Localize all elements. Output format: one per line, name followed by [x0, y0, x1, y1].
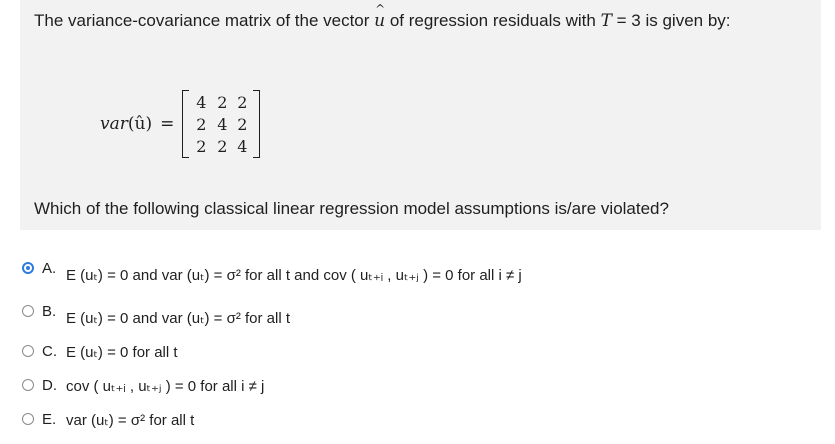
lhs-arg: (û): [127, 114, 153, 134]
option-c[interactable]: [22, 343, 178, 361]
question-middle: of regression residuals with: [389, 11, 596, 30]
matrix-cell: 4: [196, 92, 207, 112]
matrix-left-bracket: [182, 90, 189, 158]
option-letter: A.: [42, 260, 57, 277]
option-b[interactable]: [22, 303, 290, 327]
radio-button[interactable]: [22, 379, 34, 391]
matrix-cell: 2: [196, 114, 207, 134]
option-e[interactable]: [22, 411, 194, 429]
matrix-cell: 2: [237, 114, 248, 134]
symbol-T: T: [600, 11, 612, 31]
matrix-grid: [189, 92, 253, 157]
radio-button[interactable]: [22, 413, 34, 425]
question-prompt: Which of the following classical linear regression model assumptions is/are violated?: [34, 199, 669, 218]
option-a[interactable]: [22, 260, 522, 284]
matrix-lhs: [100, 114, 152, 134]
radio-button[interactable]: [22, 305, 34, 317]
lhs-var: var: [100, 114, 128, 134]
matrix-right-bracket: [253, 90, 260, 158]
question-suffix: = 3 is given by:: [611, 11, 731, 30]
question-text: [34, 11, 731, 31]
matrix-cell: 2: [217, 92, 228, 112]
variance-matrix: [100, 90, 260, 158]
option-letter: C.: [42, 343, 57, 360]
radio-button[interactable]: [22, 345, 34, 357]
option-letter: B.: [42, 303, 57, 320]
matrix-cell: 4: [217, 114, 228, 134]
matrix-cell: 2: [196, 136, 207, 156]
matrix-cell: 2: [217, 136, 228, 156]
option-d[interactable]: [22, 377, 264, 395]
option-text: cov ( uₜ₊ᵢ , uₜ₊ⱼ ) = 0 for all i ≠ j: [66, 378, 265, 395]
option-letter: E.: [42, 411, 57, 428]
matrix-cell: 4: [237, 136, 248, 156]
option-letter: D.: [42, 377, 57, 394]
matrix-equals: =: [160, 114, 175, 134]
vector-u-hat: u ^: [374, 11, 385, 31]
option-text: E (uₜ) = 0 and var (uₜ) = σ² for all t and cov ( uₜ₊ᵢ , uₜ₊ⱼ ) = 0 for all i ≠ j: [66, 267, 522, 284]
question-prefix: The variance-covariance matrix of the vector: [34, 11, 370, 30]
option-text: E (uₜ) = 0 and var (uₜ) = σ² for all t: [66, 310, 291, 327]
option-text: var (uₜ) = σ² for all t: [66, 412, 195, 429]
option-text: E (uₜ) = 0 for all t: [66, 344, 178, 361]
matrix-cell: 2: [237, 92, 248, 112]
radio-button[interactable]: [22, 262, 34, 274]
question-panel: [20, 0, 821, 230]
